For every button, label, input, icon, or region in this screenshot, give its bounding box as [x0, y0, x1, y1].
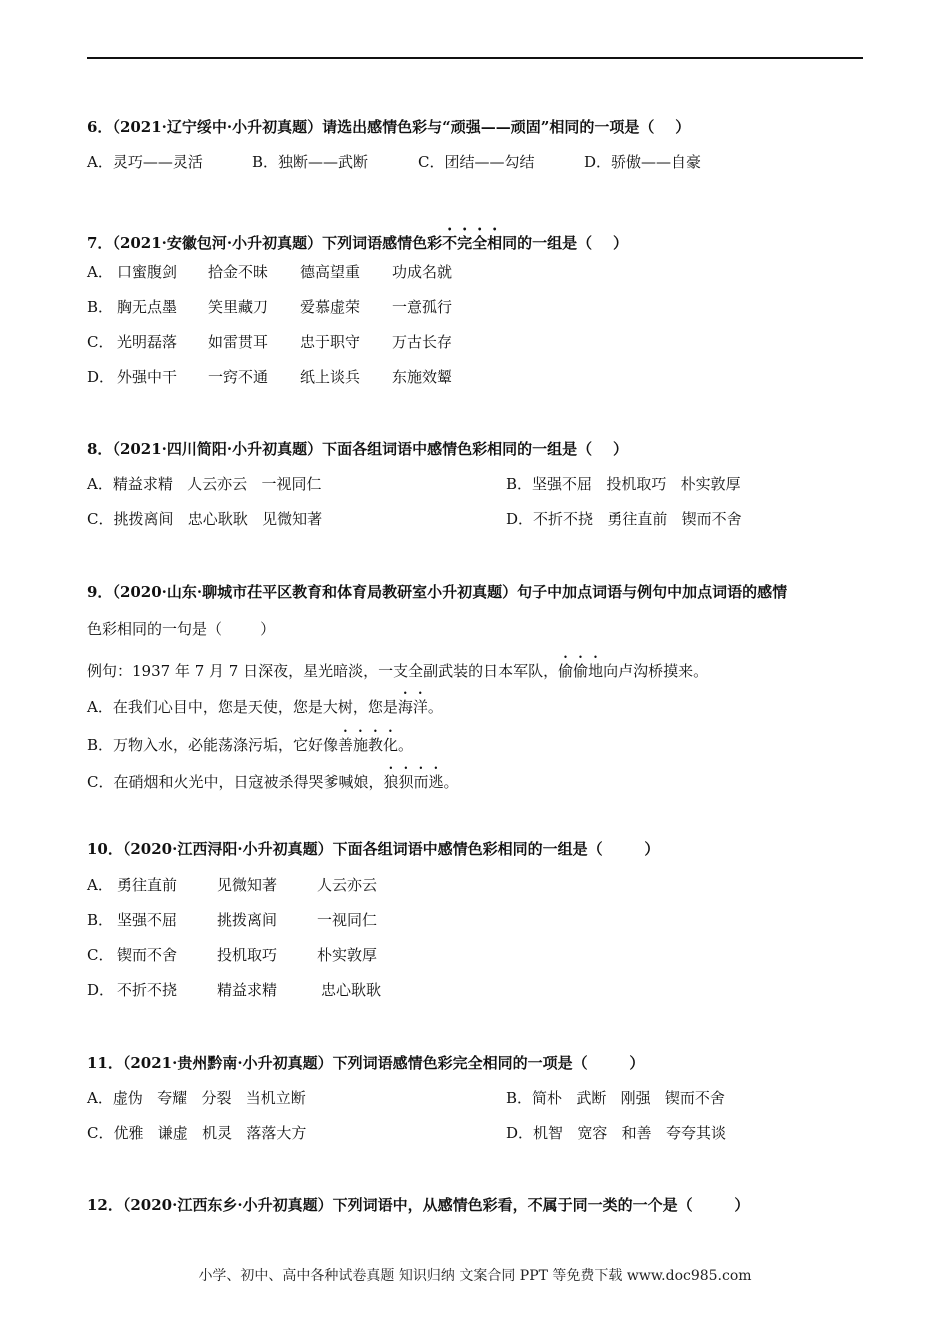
question-10-option-b: B． 坚强不屈 挑拨离间 一视同仁	[87, 911, 378, 929]
question-7-option-b: B． 胸无点墨 笑里藏刀 爱慕虚荣 一意孤行	[87, 298, 453, 316]
question-9-stem: 9．（2020·山东·聊城市茌平区教育和体育局教研室小升初真题）句子中加点词语与例句中加点词语的感情	[87, 583, 788, 601]
option-a: A．虚伪 夸耀 分裂 当机立断	[87, 1089, 306, 1107]
emphasis-dots: 不完全相	[442, 234, 503, 252]
option-c: C．挑拨离间 忠心耿耿 见微知著	[87, 510, 323, 528]
question-11-options-row1	[87, 1087, 863, 1109]
option-b: B．简朴 武断 刚强 锲而不舍	[506, 1089, 725, 1107]
question-8-options-row2	[87, 508, 863, 530]
question-6-stem: 6．（2021·辽宁绥中·小升初真题）请选出感情色彩与“顽强——顽固”相同的一项是（ ）	[87, 118, 691, 136]
question-6-options	[87, 151, 701, 173]
option-b: B．坚强不屈 投机取巧 朴实敦厚	[506, 475, 741, 493]
question-8-options-row1	[87, 473, 863, 495]
question-9-option-b: B．万物入水，必能荡涤污垢，它好像善施教化。	[87, 736, 414, 754]
question-7-stem: 7．（2021·安徽包河·小升初真题）下列词语感情色彩不完全相同的一组是（ ）	[87, 234, 629, 252]
option-d: D．骄傲——自豪	[584, 153, 702, 171]
question-11-options-row2	[87, 1122, 863, 1144]
question-10-stem: 10．（2020·江西浔阳·小升初真题）下面各组词语中感情色彩相同的一组是（ ）	[87, 840, 660, 858]
question-10-option-d: D． 不折不挠 精益求精 忠心耿耿	[87, 981, 382, 999]
option-c: C．团结——勾结	[418, 153, 535, 171]
header-rule	[87, 57, 863, 59]
option-a: A．灵巧——灵活	[87, 153, 203, 171]
question-7-option-c: C． 光明磊落 如雷贯耳 忠于职守 万古长存	[87, 333, 453, 351]
question-8-stem: 8．（2021·四川简阳·小升初真题）下面各组词语中感情色彩相同的一组是（ ）	[87, 440, 629, 458]
option-d: D．机智 宽容 和善 夸夸其谈	[506, 1124, 726, 1142]
question-9-option-c: C．在硝烟和火光中，日寇被杀得哭爹喊娘，狼狈而逃。	[87, 773, 459, 791]
question-12-stem: 12．（2020·江西东乡·小升初真题）下列词语中，从感情色彩看，不属于同一类的一个是（ ）	[87, 1196, 750, 1214]
question-7-option-d: D． 外强中干 一窍不通 纸上谈兵 东施效颦	[87, 368, 453, 386]
page-footer: 小学、初中、高中各种试卷真题 知识归纳 文案合同 PPT 等免费下载 www.doc985.com	[198, 1268, 752, 1284]
question-9-example: 例句：1937 年 7 月 7 日深夜，星光暗淡，一支全副武装的日本军队，偷偷地向卢沟桥摸来。	[87, 662, 709, 680]
option-d: D．不折不挠 勇往直前 锲而不舍	[506, 510, 742, 528]
question-11-stem: 11．（2021·贵州黔南·小升初真题）下列词语感情色彩完全相同的一项是（ ）	[87, 1054, 645, 1072]
question-9-stem-cont: 色彩相同的一句是（ ）	[87, 620, 276, 638]
question-9-option-a: A．在我们心目中，您是天使，您是大树，您是海洋。	[87, 698, 443, 716]
question-10-option-a: A． 勇往直前 见微知著 人云亦云	[87, 876, 378, 894]
option-b: B．独断——武断	[252, 153, 369, 171]
option-a: A．精益求精 人云亦云 一视同仁	[87, 475, 322, 493]
option-c: C．优雅 谦虚 机灵 落落大方	[87, 1124, 307, 1142]
question-7-option-a: A． 口蜜腹剑 拾金不昧 德高望重 功成名就	[87, 263, 453, 281]
question-10-option-c: C． 锲而不舍 投机取巧 朴实敦厚	[87, 946, 378, 964]
